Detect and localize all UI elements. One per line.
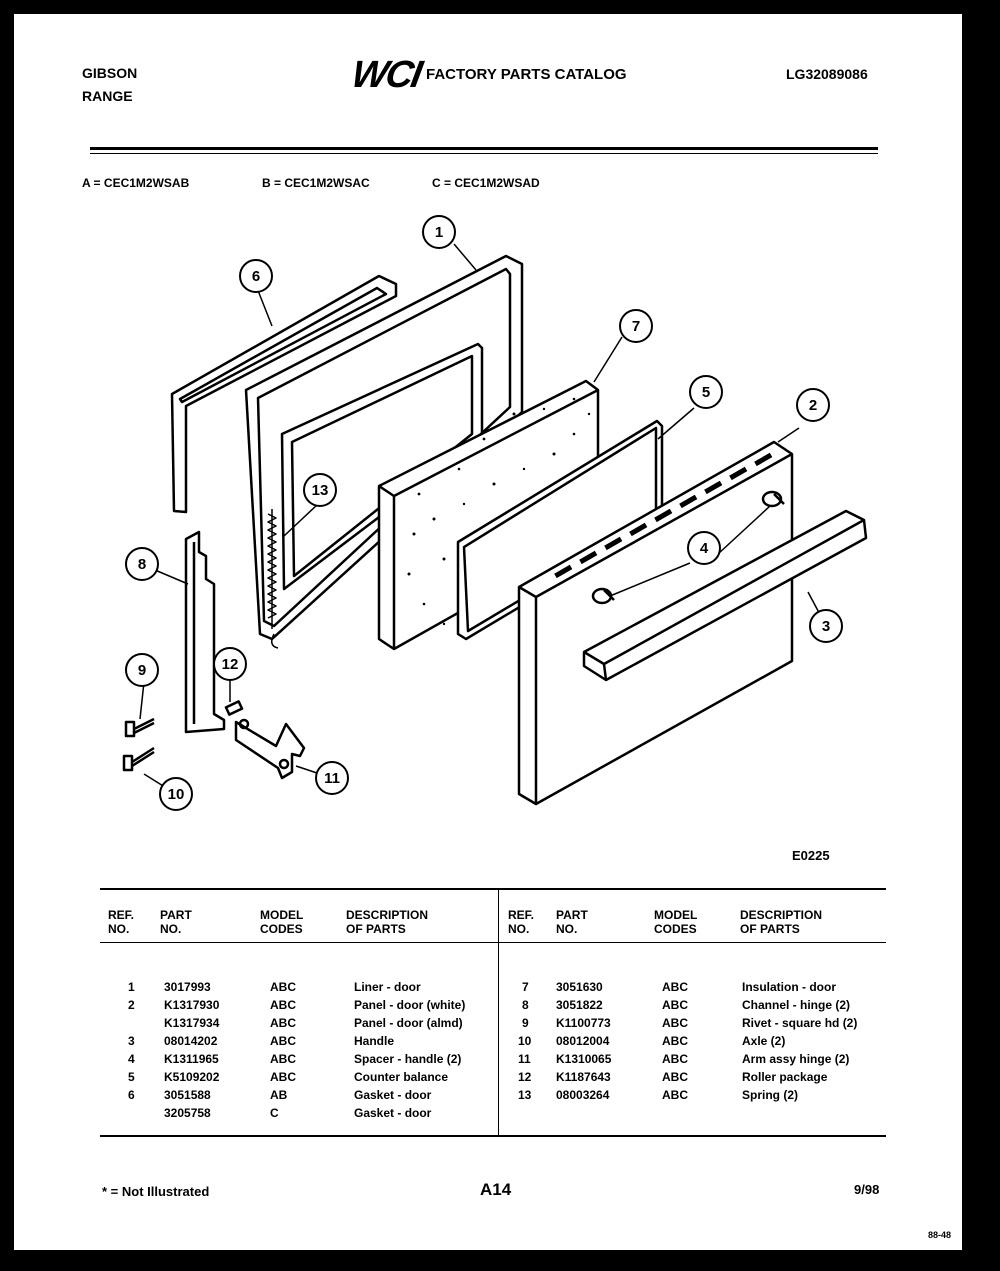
- header-desc: DESCRIPTION OF PARTS: [346, 908, 429, 936]
- model-codes: ABC: [662, 980, 688, 994]
- model-code-b: B = CEC1M2WSAC: [262, 176, 370, 190]
- ref-no: 2: [128, 998, 135, 1012]
- header-model-right: MODEL CODES: [654, 908, 698, 936]
- part-no: K1311965: [164, 1052, 219, 1066]
- callout-12: [214, 648, 246, 680]
- svg-text:3: 3: [821, 618, 831, 635]
- callout-9: [126, 654, 158, 686]
- product-type: RANGE: [82, 88, 133, 104]
- brand-name: GIBSON: [82, 65, 138, 81]
- description: Handle: [354, 1034, 395, 1048]
- description: Gasket - door: [354, 1088, 432, 1102]
- model-codes: ABC: [662, 998, 688, 1012]
- svg-text:13: 13: [311, 482, 329, 499]
- gasket-door-part: [172, 276, 396, 512]
- description: Liner - door: [354, 980, 421, 994]
- header-ref-right: REF. NO.: [508, 908, 535, 936]
- header-part-right: PART NO.: [556, 908, 588, 936]
- description: Channel - hinge (2): [742, 998, 850, 1012]
- ref-no: 9: [522, 1016, 529, 1030]
- model-codes: ABC: [662, 1034, 688, 1048]
- ref-no: 8: [522, 998, 529, 1012]
- part-no: K1187643: [556, 1070, 611, 1084]
- part-no: K1317930: [164, 998, 220, 1012]
- model-codes: ABC: [662, 1088, 688, 1102]
- door-exploded-diagram: [14, 14, 962, 884]
- model-number: LG32089086: [786, 66, 868, 82]
- table-divider: [498, 888, 499, 1136]
- ref-no: 6: [128, 1088, 135, 1102]
- axle-part: [124, 748, 154, 770]
- part-no: 3205758: [164, 1106, 211, 1120]
- callout-6: [240, 260, 272, 292]
- svg-text:6: 6: [251, 268, 261, 285]
- roller-part: [226, 701, 242, 714]
- description: Panel - door (white): [354, 998, 466, 1012]
- model-codes: ABC: [270, 1034, 296, 1048]
- channel-hinge-part: [186, 532, 224, 732]
- svg-text:8: 8: [137, 556, 147, 573]
- callout-10: [160, 778, 192, 810]
- model-codes: ABC: [270, 1052, 296, 1066]
- callout-5: [690, 376, 722, 408]
- table-header-rule: [100, 942, 886, 943]
- ref-no: 4: [128, 1052, 135, 1066]
- arm-assy-hinge-part: [236, 720, 304, 778]
- part-no: K1317934: [164, 1016, 220, 1030]
- part-no: 08012004: [556, 1034, 610, 1048]
- model-codes: ABC: [270, 998, 296, 1012]
- part-no: K1310065: [556, 1052, 612, 1066]
- model-codes: ABC: [662, 1052, 688, 1066]
- description: Spring (2): [742, 1088, 798, 1102]
- catalog-title: FACTORY PARTS CATALOG: [426, 66, 627, 83]
- table-bottom-rule: [100, 1135, 886, 1137]
- callout-7: [620, 310, 652, 342]
- model-codes: AB: [270, 1088, 288, 1102]
- ref-no: 7: [522, 980, 529, 994]
- ref-no: 11: [518, 1052, 531, 1066]
- svg-text:12: 12: [221, 656, 239, 673]
- ref-no: 12: [518, 1070, 532, 1084]
- part-no: 08014202: [164, 1034, 218, 1048]
- figure-code: E0225: [792, 848, 830, 863]
- callout-8: [126, 548, 158, 580]
- model-codes: ABC: [270, 1070, 296, 1084]
- callout-1: [423, 216, 455, 248]
- part-no: 3051630: [556, 980, 603, 994]
- svg-text:10: 10: [167, 786, 185, 803]
- description: Arm assy hinge (2): [742, 1052, 850, 1066]
- ref-no: 1: [128, 980, 135, 994]
- part-no: 3051588: [164, 1088, 211, 1102]
- callout-11: [316, 762, 348, 794]
- ref-no: 3: [128, 1034, 135, 1048]
- header-desc-right: DESCRIPTION OF PARTS: [740, 908, 823, 936]
- ref-no: 5: [128, 1070, 135, 1084]
- header-ref: REF. NO.: [108, 908, 135, 936]
- svg-text:5: 5: [701, 384, 711, 401]
- description: Gasket - door: [354, 1106, 432, 1120]
- header-part: PART NO.: [160, 908, 192, 936]
- description: Spacer - handle (2): [354, 1052, 462, 1066]
- description: Panel - door (almd): [354, 1016, 463, 1030]
- callout-4: [688, 532, 720, 564]
- catalog-page: [14, 14, 962, 1250]
- description: Rivet - square hd (2): [742, 1016, 858, 1030]
- header-model: MODEL CODES: [260, 908, 304, 936]
- description: Counter balance: [354, 1070, 449, 1084]
- model-codes: ABC: [662, 1070, 688, 1084]
- callout-2: [797, 389, 829, 421]
- svg-text:4: 4: [699, 540, 709, 557]
- model-codes: C: [270, 1106, 279, 1120]
- svg-text:9: 9: [137, 662, 147, 679]
- svg-text:2: 2: [808, 397, 818, 414]
- model-codes: ABC: [270, 980, 296, 994]
- rivet-part: [126, 719, 154, 736]
- revision-date: 9/98: [854, 1182, 880, 1197]
- callout-3: [810, 610, 842, 642]
- corner-code: 88-48: [928, 1230, 952, 1240]
- part-no: K1100773: [556, 1016, 611, 1030]
- description: Roller package: [742, 1070, 828, 1084]
- footnote: * = Not Illustrated: [102, 1184, 210, 1199]
- model-codes: ABC: [270, 1016, 296, 1030]
- part-no: 3017993: [164, 980, 211, 994]
- model-code-a: A = CEC1M2WSAB: [82, 176, 190, 190]
- table-top-rule: [100, 888, 886, 890]
- part-no: K5109202: [164, 1070, 220, 1084]
- part-no: 08003264: [556, 1088, 610, 1102]
- page-code: A14: [480, 1180, 512, 1199]
- wci-logo: WCI: [348, 54, 424, 96]
- svg-text:11: 11: [324, 770, 340, 787]
- callout-13: [304, 474, 336, 506]
- part-no: 3051822: [556, 998, 603, 1012]
- svg-text:7: 7: [631, 318, 641, 335]
- ref-no: 13: [518, 1088, 532, 1102]
- model-code-c: C = CEC1M2WSAD: [432, 176, 540, 190]
- model-codes: ABC: [662, 1016, 688, 1030]
- spring-part: [268, 509, 278, 648]
- svg-text:1: 1: [434, 224, 444, 241]
- description: Axle (2): [742, 1034, 786, 1048]
- ref-no: 10: [518, 1034, 532, 1048]
- description: Insulation - door: [742, 980, 836, 994]
